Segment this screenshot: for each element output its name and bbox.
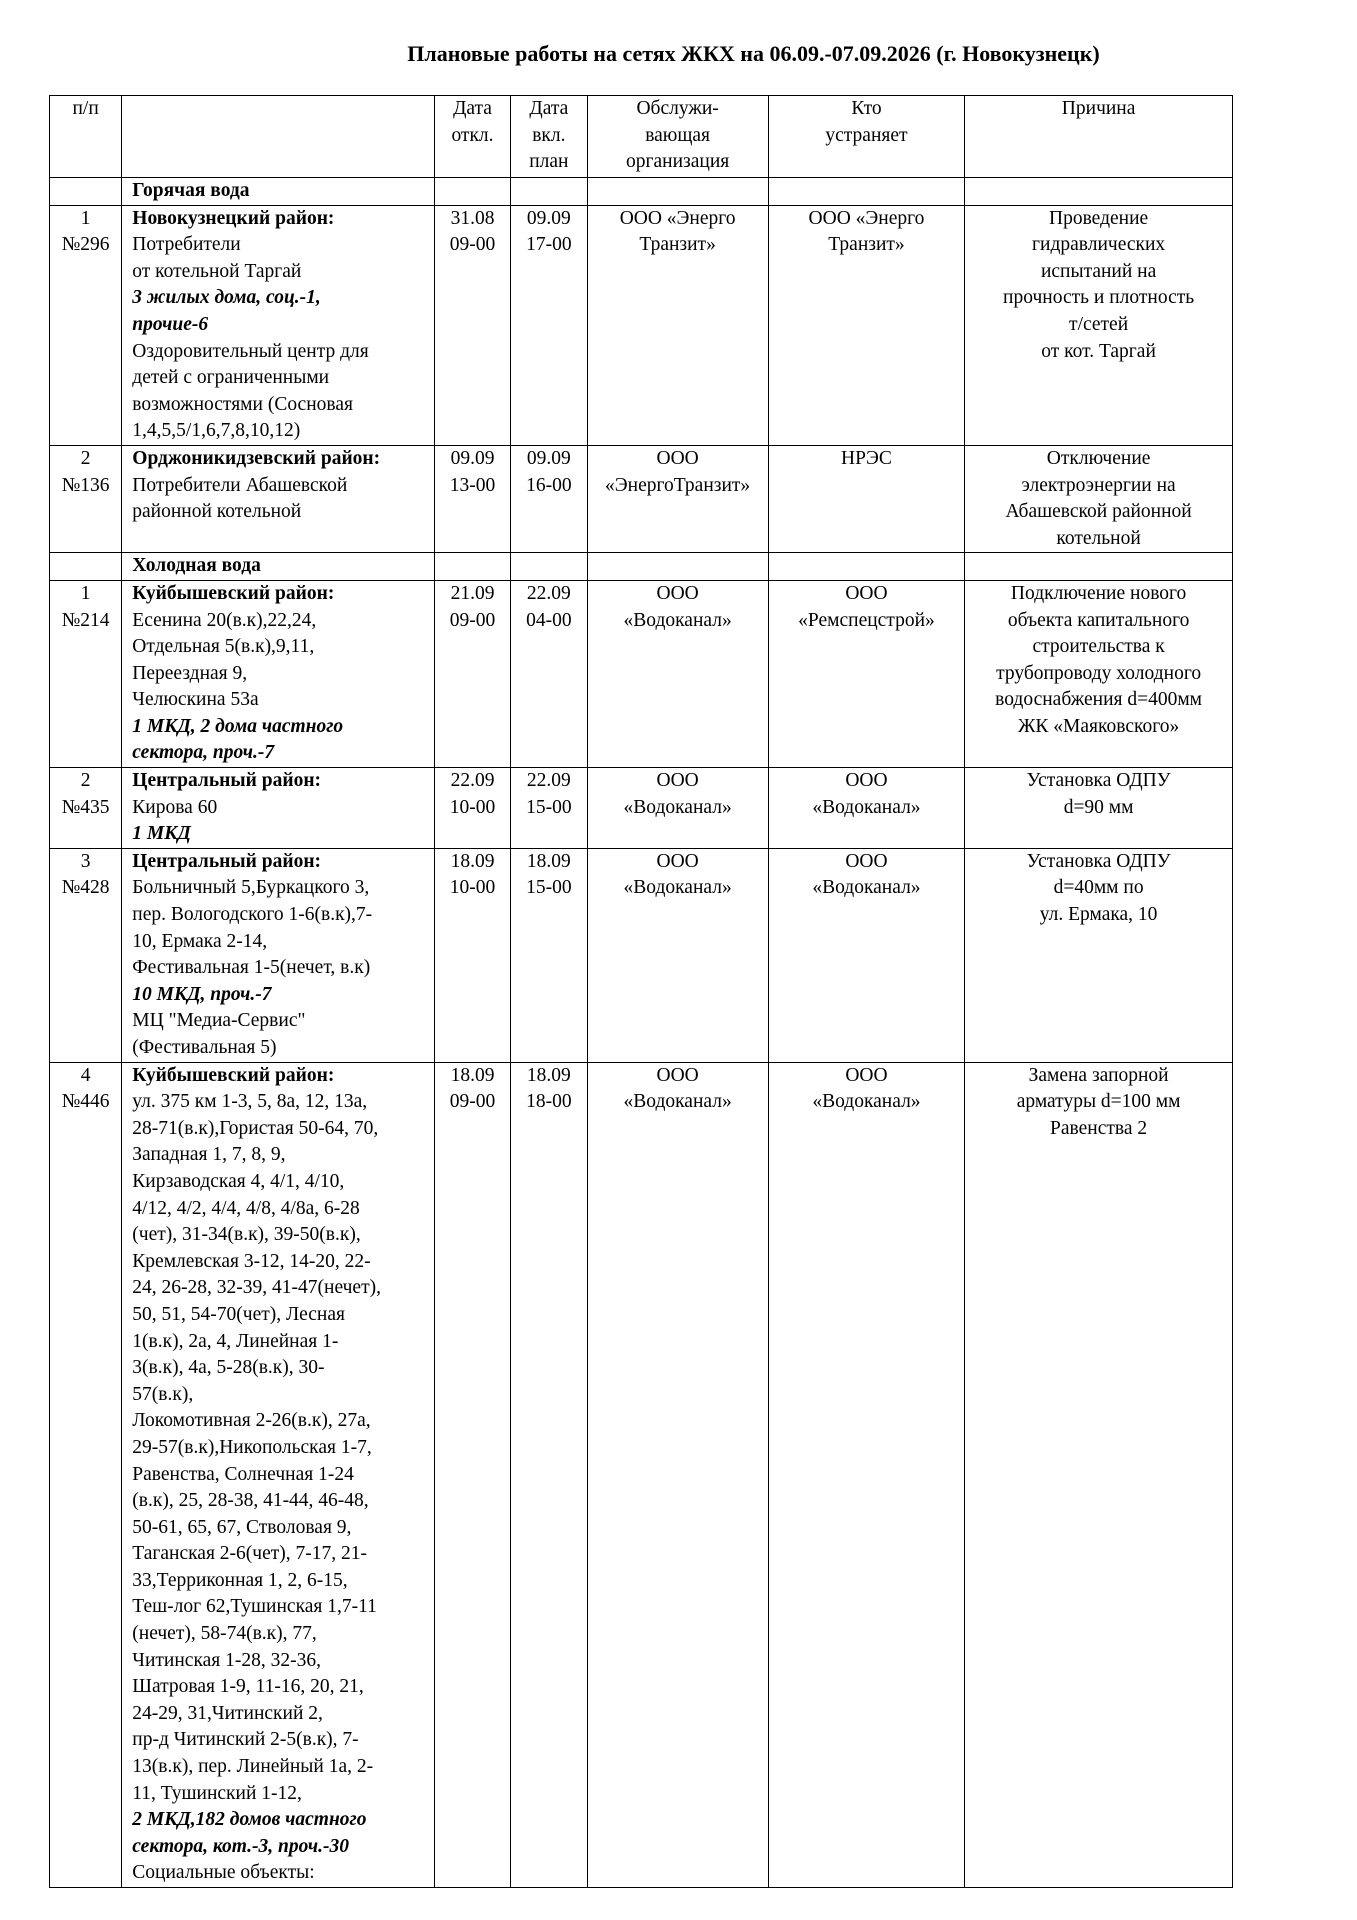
row-reason-line: d=90 мм <box>1063 796 1134 818</box>
address-line: 2 МКД,182 домов частного <box>132 1809 367 1831</box>
row-date-on-line: 18-00 <box>526 1091 572 1113</box>
address-line: (чет), 31-34(в.к), 39-50(в.к), <box>132 1224 361 1246</box>
row-number-line: 2 <box>80 770 91 792</box>
row-date-on <box>511 205 587 445</box>
address-line: Таганская 2-6(чет), 7-17, 21- <box>132 1543 367 1565</box>
address-line: (в.к), 25, 28-38, 41-44, 46-48, <box>132 1490 369 1512</box>
row-reason-line: Абашевской районной <box>1005 501 1192 523</box>
address-line: 3 жилых дома, соц.-1, <box>132 287 321 309</box>
row-number-line: 1 <box>80 582 91 604</box>
row-reason-line: Подключение нового <box>1010 582 1187 604</box>
address-line: возможностями (Сосновая <box>132 393 353 415</box>
section-empty-cell <box>768 553 964 581</box>
section-empty-cell <box>434 178 510 206</box>
header-org-line: вающая <box>645 124 711 146</box>
row-date-off-line: 21.09 <box>450 582 495 604</box>
address-line: 1(в.к), 2а, 4, Линейная 1- <box>132 1330 339 1352</box>
row-number-line: 4 <box>80 1064 91 1086</box>
row-reason-line: Отключение <box>1046 447 1151 469</box>
address-line: Социальные объекты: <box>132 1862 315 1884</box>
section-row <box>50 553 1233 581</box>
row-number <box>50 580 122 767</box>
address-line: Шатровая 1-9, 11-16, 20, 21, <box>132 1676 364 1698</box>
row-reason-line: гидравлических <box>1032 234 1166 256</box>
row-org-line: «Водоканал» <box>623 1091 732 1113</box>
address-line: Центральный район: <box>132 770 322 792</box>
row-fixer-line: «Водоканал» <box>812 796 921 818</box>
address-line: 1,4,5,5/1,6,7,8,10,12) <box>132 420 301 442</box>
row-address <box>122 1062 435 1887</box>
header-date-on-line: вкл. <box>532 124 566 146</box>
address-line: 57(в.к), <box>132 1383 194 1405</box>
row-reason-line: объекта капитального <box>1007 609 1190 631</box>
address-line: Кирова 60 <box>132 796 218 818</box>
row-date-on-line: 09.09 <box>526 207 571 229</box>
row-fixer <box>768 1062 964 1887</box>
row-fixer-line: Транзит» <box>828 234 905 256</box>
address-line: 50, 51, 54-70(чет), Лесная <box>132 1303 345 1325</box>
row-date-off <box>434 848 510 1062</box>
address-line: 1 МКД <box>132 823 191 845</box>
row-date-off-line: 09.09 <box>450 447 495 469</box>
address-line: Кирзаводская 4, 4/1, 4/10, <box>132 1170 345 1192</box>
address-line: Новокузнецкий район: <box>132 207 335 229</box>
address-line: 11, Тушинский 1-12, <box>132 1782 302 1804</box>
address-line: Больничный 5,Буркацкого 3, <box>132 877 370 899</box>
address-line: МЦ "Медиа-Сервис" <box>132 1010 306 1032</box>
header-org <box>587 96 768 178</box>
row-fixer-line: ООО <box>845 770 888 792</box>
row-date-on-line: 22.09 <box>526 770 571 792</box>
row-fixer-line: ООО <box>845 582 888 604</box>
row-date-off <box>434 445 510 552</box>
address-line: Кремлевская 3-12, 14-20, 22- <box>132 1250 371 1272</box>
row-org-line: ООО <box>656 1064 699 1086</box>
address-line: Челюскина 53а <box>132 689 259 711</box>
row-number-line: №136 <box>61 474 110 496</box>
address-line: Переездная 9, <box>132 662 248 684</box>
row-reason-line: арматуры d=100 мм <box>1016 1091 1181 1113</box>
address-line: ул. 375 км 1-3, 5, 8а, 12, 13а, <box>132 1091 368 1113</box>
header-date-off <box>434 96 510 178</box>
row-number-line: №428 <box>61 877 110 899</box>
header-reason-label: Причина <box>1061 98 1136 119</box>
row-number-line: 3 <box>80 850 91 872</box>
address-line: 29-57(в.к),Никопольская 1-7, <box>132 1436 372 1458</box>
header-date-off-line: Дата <box>453 98 492 119</box>
row-date-off-line: 09-00 <box>449 609 496 631</box>
row-date-on <box>511 445 587 552</box>
address-line: 3(в.к), 4а, 5-28(в.к), 30- <box>132 1357 325 1379</box>
address-line: от котельной Таргай <box>132 260 302 282</box>
row-org <box>587 205 768 445</box>
row-reason <box>965 445 1233 552</box>
row-number-line: №446 <box>61 1091 110 1113</box>
row-number-line: №214 <box>61 609 110 631</box>
row-address <box>122 580 435 767</box>
address-line: 24-29, 31,Читинский 2, <box>132 1702 323 1724</box>
address-line: Центральный район: <box>132 850 322 872</box>
table-row <box>50 848 1233 1062</box>
row-address <box>122 205 435 445</box>
address-line: 33,Терриконная 1, 2, 6-15, <box>132 1569 348 1591</box>
address-line: Отдельная 5(в.к),9,11, <box>132 636 315 658</box>
row-fixer-line: «Ремспецстрой» <box>798 609 935 631</box>
address-line: 10 МКД, проч.-7 <box>132 983 272 1005</box>
section-empty-cell <box>511 553 587 581</box>
row-reason-line: d=40мм по <box>1053 877 1144 899</box>
section-empty-cell <box>587 553 768 581</box>
address-line: Теш-лог 62,Тушинская 1,7-11 <box>132 1596 377 1618</box>
row-reason <box>965 848 1233 1062</box>
address-line: Есенина 20(в.к),22,24, <box>132 609 317 631</box>
row-fixer <box>768 848 964 1062</box>
row-date-off-line: 09-00 <box>449 1091 496 1113</box>
section-num-cell <box>50 178 122 206</box>
row-address <box>122 445 435 552</box>
row-address <box>122 768 435 849</box>
row-reason-line: прочность и плотность <box>1003 287 1195 309</box>
header-date-on <box>511 96 587 178</box>
row-reason-line: ЖК «Маяковского» <box>1017 715 1180 737</box>
row-date-on-line: 18.09 <box>526 850 571 872</box>
section-row <box>50 178 1233 206</box>
row-reason-line: т/сетей <box>1069 313 1129 335</box>
row-org-line: ООО <box>656 770 699 792</box>
row-number <box>50 205 122 445</box>
row-org <box>587 848 768 1062</box>
address-line: Куйбышевский район: <box>132 1064 335 1086</box>
row-reason-line: Проведение <box>1049 207 1149 229</box>
row-reason-line: водоснабжения d=400мм <box>995 689 1203 711</box>
header-org-line: организация <box>626 151 730 173</box>
row-date-on <box>511 768 587 849</box>
row-number <box>50 445 122 552</box>
page-title: Плановые работы на сетях ЖКХ на 06.09.-07.09.2026 (г. Новокузнецк) <box>407 41 1100 66</box>
row-org-line: ООО <box>656 447 699 469</box>
table-row <box>50 1062 1233 1887</box>
header-date-off-line: откл. <box>451 124 494 146</box>
row-org-line: «Водоканал» <box>623 877 732 899</box>
section-empty-cell <box>587 178 768 206</box>
row-reason-line: испытаний на <box>1040 260 1157 282</box>
section-num-cell <box>50 553 122 581</box>
row-org-line: «Водоканал» <box>623 796 732 818</box>
address-line: Локомотивная 2-26(в.к), 27а, <box>132 1410 371 1432</box>
address-line: Фестивальная 1-5(нечет, в.к) <box>132 957 371 979</box>
row-date-off-line: 22.09 <box>450 770 495 792</box>
row-date-on-line: 22.09 <box>526 582 571 604</box>
address-line: 10, Ермака 2-14, <box>132 930 268 952</box>
row-date-off-line: 18.09 <box>450 850 495 872</box>
row-number-line: 2 <box>80 447 91 469</box>
row-reason <box>965 205 1233 445</box>
row-date-off-line: 31.08 <box>450 207 495 229</box>
row-fixer-line: ООО «Энерго <box>808 207 925 229</box>
row-reason-line: электроэнергии на <box>1021 474 1176 496</box>
row-fixer-line: ООО <box>845 1064 888 1086</box>
address-line: Куйбышевский район: <box>132 582 335 604</box>
table-row <box>50 445 1233 552</box>
address-line: 24, 26-28, 32-39, 41-47(нечет), <box>132 1277 381 1299</box>
row-date-off-line: 18.09 <box>450 1064 495 1086</box>
address-line: пер. Вологодского 1-6(в.к),7- <box>132 904 373 926</box>
row-number-line: №296 <box>61 234 110 256</box>
row-date-on-line: 18.09 <box>526 1064 571 1086</box>
header-address <box>122 96 435 178</box>
row-date-on-line: 04-00 <box>526 609 572 631</box>
row-date-off-line: 09-00 <box>449 234 496 256</box>
row-fixer <box>768 445 964 552</box>
row-org-line: ООО <box>656 582 699 604</box>
address-line: 13(в.к), пер. Линейный 1а, 2- <box>132 1756 374 1778</box>
section-empty-cell <box>511 178 587 206</box>
row-fixer-line: НРЭС <box>841 447 892 469</box>
header-reason <box>965 96 1233 178</box>
row-org <box>587 445 768 552</box>
row-reason-line: Установка ОДПУ <box>1026 770 1171 792</box>
header-date-on-line: Дата <box>529 98 569 119</box>
row-date-on <box>511 1062 587 1887</box>
address-line: детей с ограниченными <box>132 367 330 389</box>
row-number <box>50 848 122 1062</box>
row-date-off <box>434 580 510 767</box>
header-fixer <box>768 96 964 178</box>
row-reason-line: ул. Ермака, 10 <box>1039 904 1158 926</box>
address-line: пр-д Читинский 2-5(в.к), 7- <box>132 1729 359 1751</box>
row-reason-line: Равенства 2 <box>1050 1117 1148 1139</box>
row-org-line: Транзит» <box>639 234 716 256</box>
row-org-line: «Водоканал» <box>623 609 732 631</box>
address-line: (нечет), 58-74(в.к), 77, <box>132 1623 317 1645</box>
section-empty-cell <box>768 178 964 206</box>
row-date-on-line: 15-00 <box>526 877 572 899</box>
address-line: Читинская 1-28, 32-36, <box>132 1649 321 1671</box>
address-line: (Фестивальная 5) <box>132 1037 277 1058</box>
row-number <box>50 768 122 849</box>
row-date-off-line: 13-00 <box>449 474 496 496</box>
row-reason-line: строительства к <box>1032 636 1165 658</box>
table-row <box>50 580 1233 767</box>
row-reason-line: от кот. Таргай <box>1041 340 1156 362</box>
row-reason <box>965 580 1233 767</box>
section-empty-cell <box>434 553 510 581</box>
row-reason <box>965 768 1233 849</box>
table-body <box>50 178 1233 1888</box>
row-fixer <box>768 768 964 849</box>
header-fixer-line: Кто <box>851 98 882 119</box>
row-org-line: ООО «Энерго <box>619 207 736 229</box>
row-org <box>587 768 768 849</box>
row-date-off <box>434 1062 510 1887</box>
section-empty-cell <box>965 178 1233 206</box>
address-line: 1 МКД, 2 дома частного <box>132 715 344 737</box>
row-reason-line: котельной <box>1056 527 1141 549</box>
address-line: Оздоровительный центр для <box>132 340 369 362</box>
address-line: Потребители <box>132 234 241 256</box>
address-line: 50-61, 65, 67, Стволовая 9, <box>132 1516 352 1538</box>
header-fixer-line: устраняет <box>825 124 908 146</box>
table-row <box>50 205 1233 445</box>
row-date-off-line: 10-00 <box>449 877 496 899</box>
planned-works-table <box>49 95 1233 1888</box>
table-row <box>50 768 1233 849</box>
address-line: районной котельной <box>132 501 302 523</box>
row-number-line: №435 <box>61 796 110 818</box>
address-line: 4/12, 4/2, 4/4, 4/8, 4/8а, 6-28 <box>132 1197 360 1219</box>
address-line: Орджоникидзевский район: <box>132 447 381 469</box>
row-fixer-line: ООО <box>845 850 888 872</box>
row-fixer <box>768 580 964 767</box>
row-fixer-line: «Водоканал» <box>812 877 921 899</box>
address-line: Равенства, Солнечная 1-24 <box>132 1463 354 1485</box>
row-date-on-line: 16-00 <box>526 474 572 496</box>
row-reason <box>965 1062 1233 1887</box>
section-title: Холодная вода <box>122 553 435 581</box>
row-number-line: 1 <box>80 207 91 229</box>
row-fixer-line: «Водоканал» <box>812 1091 921 1113</box>
address-line: Западная 1, 7, 8, 9, <box>132 1144 286 1166</box>
row-date-off <box>434 768 510 849</box>
address-line: прочие-6 <box>132 313 209 335</box>
section-empty-cell <box>965 553 1233 581</box>
row-org <box>587 1062 768 1887</box>
row-reason-line: трубопроводу холодного <box>996 662 1202 684</box>
header-num-label: п/п <box>72 98 99 119</box>
address-line: Потребители Абашевской <box>132 474 348 496</box>
row-date-on-line: 09.09 <box>526 447 571 469</box>
address-line: сектора, проч.-7 <box>132 742 275 764</box>
row-date-off <box>434 205 510 445</box>
row-reason-line: Установка ОДПУ <box>1026 850 1171 872</box>
row-date-on <box>511 580 587 767</box>
row-org-line: ООО <box>656 850 699 872</box>
header-num <box>50 96 122 178</box>
address-line: сектора, кот.-3, проч.-30 <box>132 1835 349 1857</box>
row-date-off-line: 10-00 <box>449 796 496 818</box>
row-date-on-line: 15-00 <box>526 796 572 818</box>
section-title: Горячая вода <box>122 178 435 206</box>
row-date-on <box>511 848 587 1062</box>
row-reason-line: Замена запорной <box>1028 1064 1169 1086</box>
address-line: 28-71(в.к),Гористая 50-64, 70, <box>132 1117 379 1139</box>
row-date-on-line: 17-00 <box>526 234 572 256</box>
header-date-on-line: план <box>529 151 569 173</box>
row-org-line: «ЭнергоТранзит» <box>605 474 751 496</box>
row-org <box>587 580 768 767</box>
row-fixer <box>768 205 964 445</box>
row-address <box>122 848 435 1062</box>
header-org-line: Обслужи- <box>636 98 719 119</box>
table-header-row <box>50 96 1233 178</box>
row-number <box>50 1062 122 1887</box>
